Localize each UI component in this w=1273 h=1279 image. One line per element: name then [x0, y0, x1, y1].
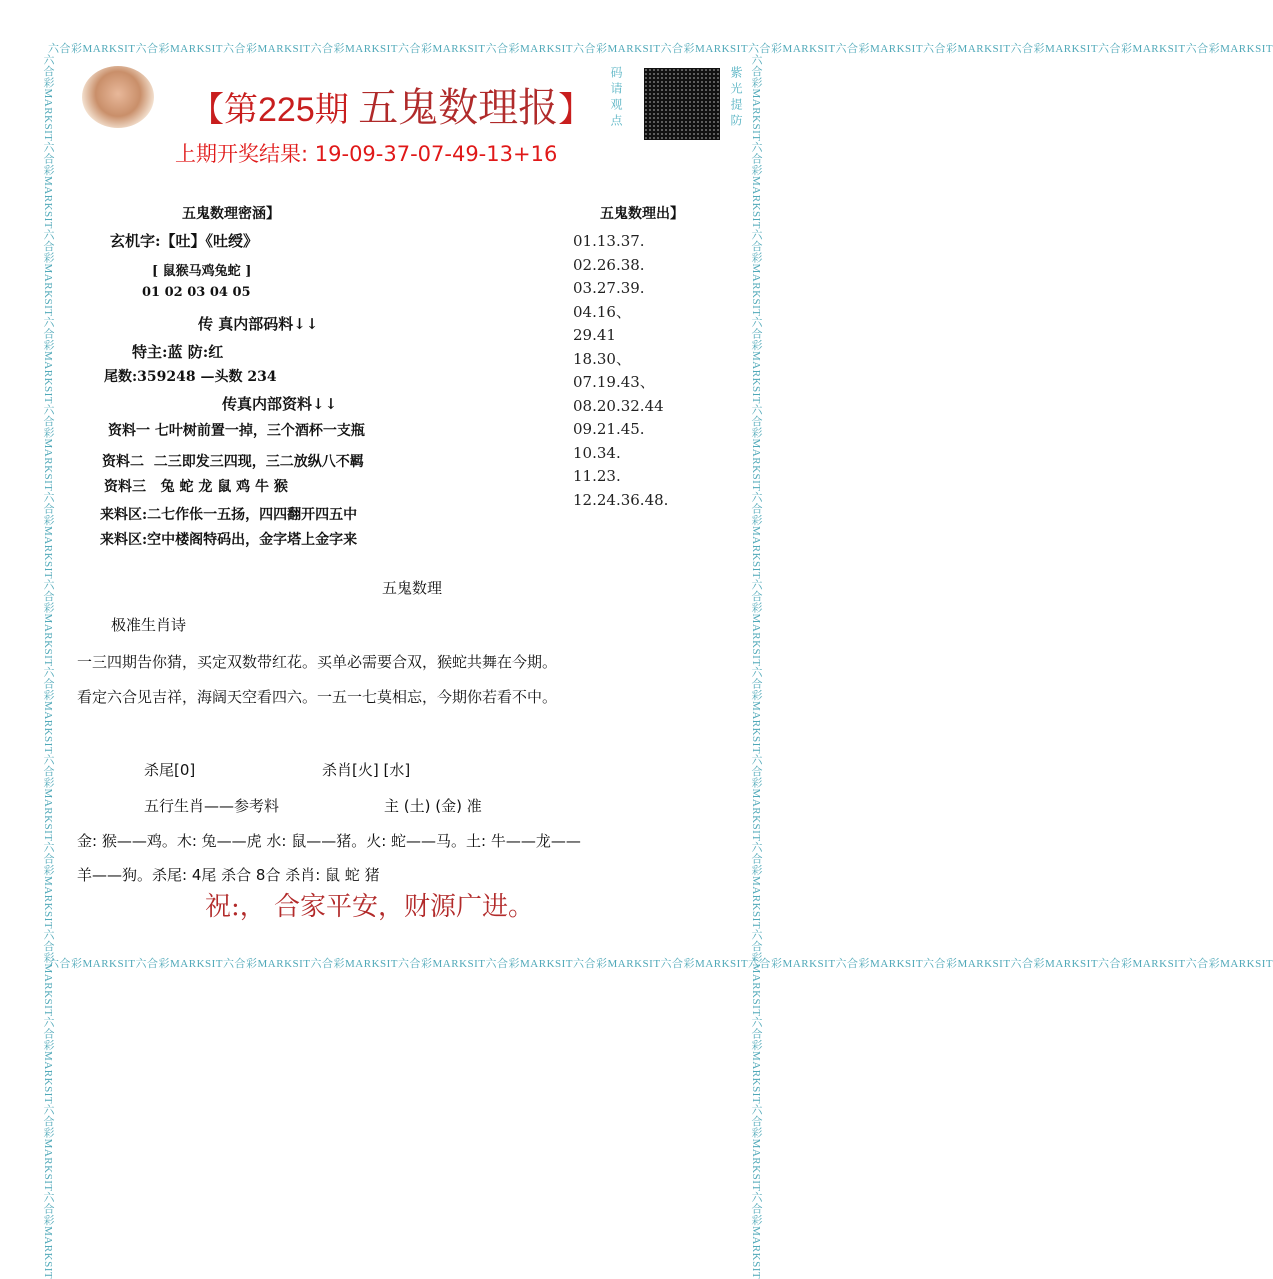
number-item: 18.30、 — [573, 349, 631, 368]
number-item: 07.19.43、 — [573, 373, 655, 391]
page-title — [190, 76, 592, 133]
info-text: 二七作伥一五扬，四四翻开四五中 — [147, 507, 358, 523]
fax-code-heading: 传 真内部码料↓↓ — [198, 315, 319, 333]
blessing-prefix: 祝:， — [205, 892, 266, 922]
info-label: 来料区: — [100, 507, 148, 523]
watermark-left: 六合彩MARKSIT六合彩MARKSIT六合彩MARKSIT六合彩MARKSIT六合彩MARKSIT六合彩MARKSIT六合彩MARKSIT六合彩MARKSIT六合彩MARKSIT六合彩MARKSIT六合彩MARKSIT六合彩MARKSIT六合彩MARKSIT六合彩MARKSIT — [42, 54, 54, 1279]
watermark-right: 六合彩MARKSIT六合彩MARKSIT六合彩MARKSIT六合彩MARKSIT六合彩MARKSIT六合彩MARKSIT六合彩MARKSIT六合彩MARKSIT六合彩MARKSIT六合彩MARKSIT六合彩MARKSIT六合彩MARKSIT六合彩MARKSIT六合彩MARKSIT — [750, 54, 762, 1279]
watermark-bottom: 六合彩MARKSIT六合彩MARKSIT六合彩MARKSIT六合彩MARKSIT六合彩MARKSIT六合彩MARKSIT六合彩MARKSIT六合彩MARKSIT六合彩MARKSIT六合彩MARKSIT六合彩MARKSIT六合彩MARKSIT六合彩MARKSIT六合彩MARKSIT — [48, 958, 1273, 970]
info-label: 资料二 — [102, 454, 144, 470]
number-item: 03.27.39. — [573, 279, 645, 297]
left-heading: 五鬼数理密涵】 — [182, 206, 280, 222]
info-row — [100, 529, 357, 549]
number-item: 04.16、 — [573, 302, 631, 321]
shaxiao-text: 杀肖[火] [水] — [322, 761, 411, 779]
xuanji-text: 玄机字:【吐】《吐绶》 — [110, 232, 259, 250]
last-result — [175, 138, 557, 168]
info-row — [102, 451, 364, 471]
number-item: 02.26.38. — [573, 255, 645, 274]
info-label: 来料区: — [100, 532, 148, 548]
number-item: 12.24.36.48. — [573, 490, 669, 509]
wuxing-title: 五行生肖——参考料 — [144, 797, 280, 815]
title-bracket-open: 【 — [190, 91, 224, 129]
info-text: 二三即发三四现，三二放纵八不羁 — [153, 454, 364, 470]
section-title: 五鬼数理 — [382, 579, 443, 597]
paper-name: 五鬼数理报 — [358, 85, 559, 131]
wuxing-line: 羊——狗。杀尾: 4尾 杀合 8合 杀肖: 鼠 蛇 猪 — [77, 866, 380, 884]
number-item: 09.21.45. — [573, 420, 645, 438]
watermark-top: 六合彩MARKSIT六合彩MARKSIT六合彩MARKSIT六合彩MARKSIT六合彩MARKSIT六合彩MARKSIT六合彩MARKSIT六合彩MARKSIT六合彩MARKSIT六合彩MARKSIT六合彩MARKSIT六合彩MARKSIT六合彩MARKSIT六合彩MARKSIT — [48, 43, 1273, 55]
zodiac-list: [ 鼠猴马鸡兔蛇 ] — [152, 264, 252, 279]
poem-line: 一三四期告你猜，买定双数带红花。买单必需要合双，猴蛇共舞在今期。 — [77, 653, 558, 671]
tezhu-text: 特主:蓝 防:红 — [132, 343, 224, 361]
avatar — [82, 66, 154, 128]
title-bracket-close: 】 — [558, 91, 593, 129]
number-list: 01 02 03 04 05 — [142, 285, 251, 300]
info-text: 空中楼阁特码出，金字塔上金字来 — [147, 532, 358, 548]
number-item: 08.20.32.44 — [573, 396, 664, 415]
info-text: 七叶树前置一掉，三个酒杯一支瓶 — [154, 423, 365, 439]
blessing-text: 合家平安，财源广进。 — [274, 892, 535, 922]
issue-number: 第225期 — [224, 91, 349, 129]
info-label: 资料一 — [108, 423, 150, 439]
poem-line: 看定六合见吉祥，海阔天空看四六。一五一七莫相忘，今期你若看不中。 — [77, 688, 558, 706]
number-item: 11.23. — [573, 467, 621, 485]
info-row — [104, 476, 288, 496]
info-text: 兔 蛇 龙 鼠 鸡 牛 猴 — [160, 479, 288, 495]
qr-code-icon — [644, 68, 720, 140]
shawei-text: 杀尾[0] — [144, 761, 196, 779]
number-item: 29.41 — [573, 326, 616, 344]
info-row — [100, 504, 357, 524]
weishu-text: 尾数:359248 —头数 234 — [104, 369, 277, 385]
poem-title: 极准生肖诗 — [111, 616, 187, 634]
fax-info-heading: 传真内部资料↓↓ — [222, 395, 338, 413]
last-result-label: 上期开奖结果: — [175, 142, 309, 166]
qr-right-text: 紫光提防 — [729, 66, 743, 130]
wuxing-line: 金: 猴——鸡。木: 兔——虎 水: 鼠——猪。火: 蛇——马。土: 牛——龙—— — [77, 832, 581, 850]
blessing — [205, 886, 534, 923]
right-heading: 五鬼数理出】 — [600, 206, 684, 222]
number-item: 01.13.37. — [573, 232, 645, 250]
number-item: 10.34. — [573, 443, 621, 462]
info-row — [108, 420, 365, 440]
zhu-text: 主 (土) (金) 准 — [384, 797, 482, 815]
qr-left-text: 码请观点 — [609, 66, 623, 130]
number-column — [573, 230, 668, 512]
last-result-value: 19-09-37-07-49-13+16 — [314, 142, 558, 166]
info-label: 资料三 — [104, 479, 146, 495]
